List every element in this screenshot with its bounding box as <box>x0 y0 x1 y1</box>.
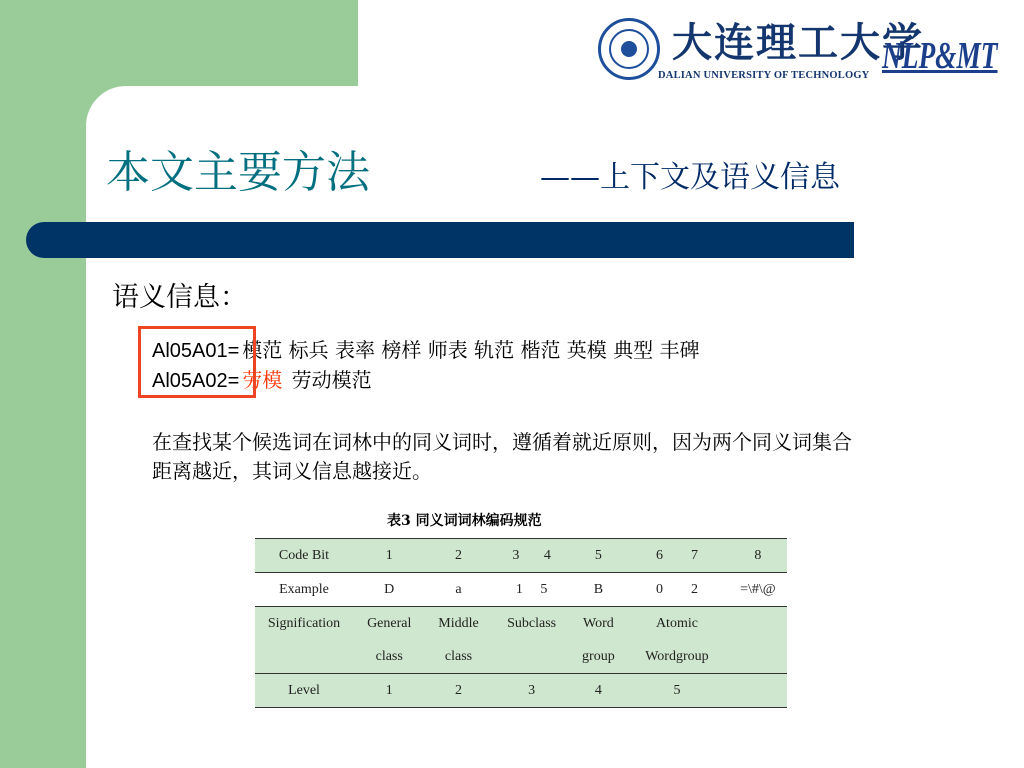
university-seal-icon <box>598 18 660 80</box>
table-cell: class <box>425 640 491 674</box>
table-cell: 3 <box>492 674 572 708</box>
table-cell: a <box>425 573 491 607</box>
table-row <box>255 573 787 607</box>
table-cell-value: 5 <box>540 581 548 597</box>
lab-logo: NLP&MT <box>882 35 998 77</box>
table-cell: group <box>572 640 625 674</box>
table-cell: Level <box>255 674 353 708</box>
code-highlight-box <box>138 326 256 398</box>
table-cell: Code Bit <box>255 539 353 573</box>
title-underline-bar <box>26 222 854 258</box>
table-cell: Subclass <box>492 607 572 641</box>
example-words: 劳动模范 <box>285 368 372 392</box>
table-cell: Middle <box>425 607 491 641</box>
table-cell-value: 1 <box>515 581 523 597</box>
table-cell: 4 <box>572 674 625 708</box>
table-cell: class <box>353 640 425 674</box>
table-cell-value: 4 <box>543 547 551 563</box>
table-cell: 2 <box>425 674 491 708</box>
example-words: 模范 标兵 表率 榜样 师表 轨范 楷范 英模 典型 丰碑 <box>242 338 700 362</box>
table-cell: D <box>353 573 425 607</box>
table-cell <box>625 539 729 573</box>
table-cell <box>255 640 353 674</box>
slide-title: 本文主要方法 <box>106 147 370 198</box>
example-code: Al05A01= <box>152 340 240 362</box>
table-cell <box>729 607 787 641</box>
table-cell-value: 7 <box>690 547 698 563</box>
table-cell-value: 3 <box>512 547 520 563</box>
table-cell: 2 <box>425 539 491 573</box>
table-cell: 5 <box>572 539 625 573</box>
table-cell <box>625 573 729 607</box>
table-row <box>255 607 787 641</box>
table-cell: Signification <box>255 607 353 641</box>
table-cell: 5 <box>625 674 729 708</box>
table-cell-value: 0 <box>655 581 663 597</box>
university-name-cn: 大连理工大学 <box>672 19 924 66</box>
slide-subtitle: ——上下文及语义信息 <box>540 160 840 195</box>
body-paragraph: 在查找某个候选词在词林中的同义词时，遵循着就近原则，因为两个同义词集合距离越近，其词义信息越接近。 <box>152 430 852 483</box>
table-row <box>255 674 787 708</box>
table-cell: B <box>572 573 625 607</box>
table-cell: 1 <box>353 674 425 708</box>
table-cell-value: 6 <box>655 547 663 563</box>
table-cell: Example <box>255 573 353 607</box>
table-cell: Word <box>572 607 625 641</box>
table-cell: =\#\@ <box>729 573 787 607</box>
example-highlight-word: 劳模 <box>242 368 283 392</box>
table-cell: Atomic <box>625 607 729 641</box>
table-cell: 1 <box>353 539 425 573</box>
university-name-en: DALIAN UNIVERSITY OF TECHNOLOGY <box>658 70 870 81</box>
table-caption: 表3 同义词词林编码规范 <box>387 513 542 529</box>
table-cell-value: 2 <box>690 581 698 597</box>
table-cell <box>729 640 787 674</box>
table-cell <box>492 640 572 674</box>
table-cell <box>492 539 572 573</box>
table-row <box>255 539 787 573</box>
example-code: Al05A02= <box>152 370 240 392</box>
section-heading: 语义信息： <box>112 282 247 313</box>
table-cell: Wordgroup <box>625 640 729 674</box>
table-cell <box>492 573 572 607</box>
table-cell: 8 <box>729 539 787 573</box>
table-cell <box>729 674 787 708</box>
table-cell: General <box>353 607 425 641</box>
coding-table <box>255 538 787 708</box>
table-row <box>255 640 787 674</box>
